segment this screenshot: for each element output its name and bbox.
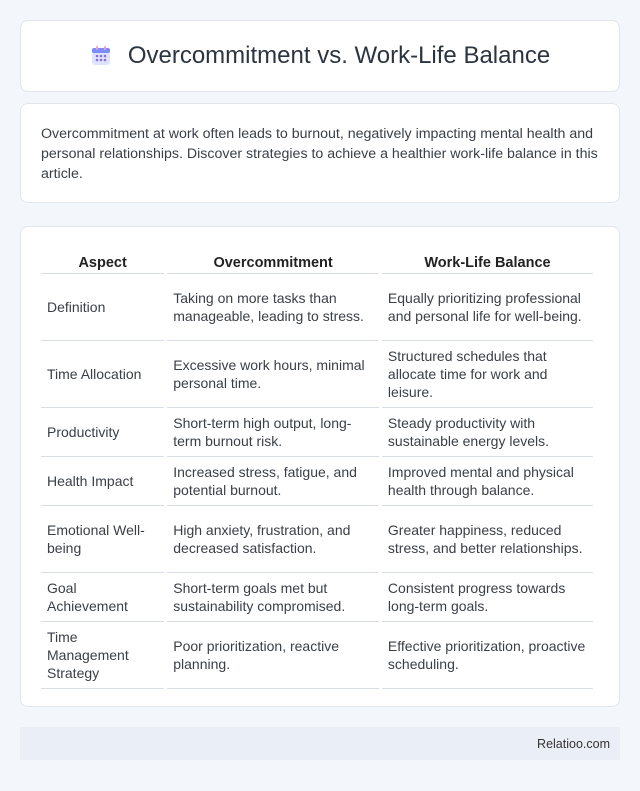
header-aspect: Aspect	[41, 245, 164, 274]
overcommitment-cell: Short-term goals met but sustainability compromised.	[167, 573, 379, 622]
balance-cell: Consistent progress towards long-term goals.	[382, 573, 593, 622]
footer	[20, 727, 620, 760]
aspect-cell: Goal Achievement	[41, 573, 164, 622]
overcommitment-cell: High anxiety, frustration, and decreased satisfaction.	[167, 506, 379, 573]
overcommitment-cell: Increased stress, fatigue, and potential burnout.	[167, 457, 379, 506]
table-header-row	[41, 245, 593, 274]
table-row	[41, 408, 593, 457]
table-row	[41, 622, 593, 689]
page-title: Overcommitment vs. Work-Life Balance	[127, 42, 551, 69]
title-card	[20, 20, 620, 92]
aspect-cell: Emotional Well-being	[41, 506, 164, 573]
balance-cell: Effective prioritization, proactive scheduling.	[382, 622, 593, 689]
balance-cell: Improved mental and physical health through balance.	[382, 457, 593, 506]
comparison-card	[20, 226, 620, 707]
table-row	[41, 506, 593, 573]
overcommitment-cell: Short-term high output, long-term burnout risk.	[167, 408, 379, 457]
table-row	[41, 573, 593, 622]
balance-cell: Structured schedules that allocate time for work and leisure.	[382, 341, 593, 408]
overcommitment-cell: Poor prioritization, reactive planning.	[167, 622, 379, 689]
aspect-cell: Productivity	[41, 408, 164, 457]
table-row	[41, 457, 593, 506]
balance-cell: Steady productivity with sustainable energy levels.	[382, 408, 593, 457]
overcommitment-cell: Excessive work hours, minimal personal time.	[167, 341, 379, 408]
aspect-cell: Definition	[41, 274, 164, 341]
overcommitment-cell: Taking on more tasks than manageable, leading to stress.	[167, 274, 379, 341]
intro-text: Overcommitment at work often leads to burnout, negatively impacting mental health and personal relationships. Discover strategies to achieve a healthier work-life balance in this article.	[41, 126, 598, 182]
balance-cell: Greater happiness, reduced stress, and better relationships.	[382, 506, 593, 573]
header-work-life-balance: Work-Life Balance	[382, 245, 593, 274]
header-overcommitment: Overcommitment	[167, 245, 379, 274]
aspect-cell: Time Management Strategy	[41, 622, 164, 689]
table-row	[41, 341, 593, 408]
comparison-table	[38, 245, 596, 689]
table-row	[41, 274, 593, 341]
aspect-cell: Time Allocation	[41, 341, 164, 408]
calendar-icon	[90, 45, 112, 67]
balance-cell: Equally prioritizing professional and personal life for well-being.	[382, 274, 593, 341]
footer-brand: Relatioo.com	[537, 736, 610, 751]
aspect-cell: Health Impact	[41, 457, 164, 506]
intro-card	[20, 103, 620, 203]
